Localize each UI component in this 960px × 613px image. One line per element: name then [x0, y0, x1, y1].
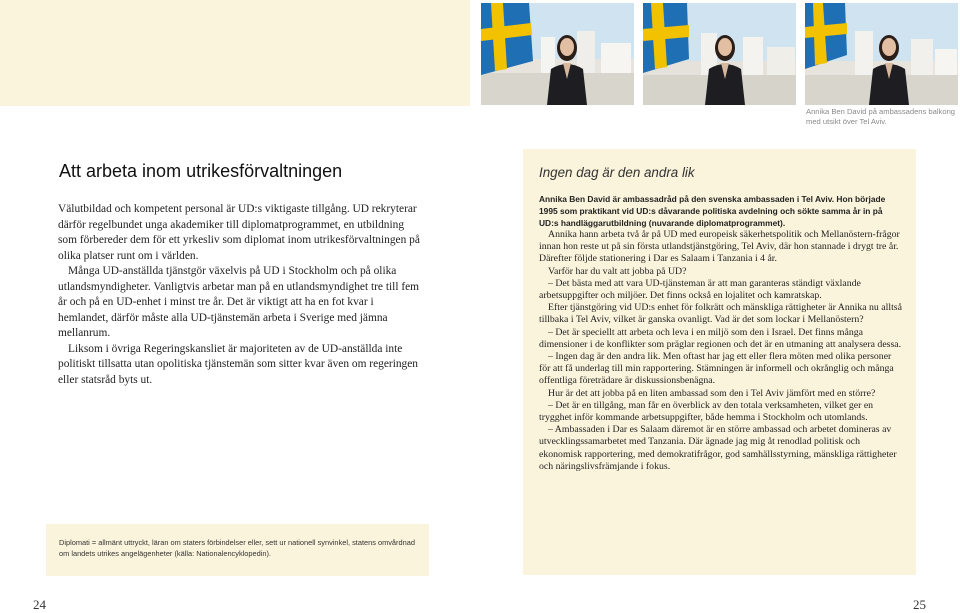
page-number-left: 24: [33, 597, 46, 612]
photo-caption: Annika Ben David på ambassadens balkong med utsikt över Tel Aviv.: [806, 107, 956, 126]
left-paragraph: Liksom i övriga Regeringskansliet är majoriteten av de UD-anställda inte politiskt tillsatta utan opolitiska tjänstemän som sitter kvar även om regeringen eller statsråd byts ut.: [58, 342, 418, 386]
sidebar-lead: Annika Ben David är ambassadråd på den svenska ambassaden i Tel Aviv. Hon började 1995 som praktikant vid UD:s dåvarande politiska avdelning och sökte samma år in på UD:s handläggarutbildning (nuvarande diplomatprogrammet).: [539, 194, 886, 228]
sidebar-title: Ingen dag är den andra lik: [539, 165, 695, 180]
sidebar-paragraph: – Det är speciellt att arbeta och leva i en miljö som den i Israel. Det finns många dimensioner i de konflikter som präglar regionen och det är en utmaning att analysera dessa.: [539, 326, 902, 350]
photo-3: [805, 3, 958, 105]
sidebar-paragraph: Annika hann arbeta två år på UD med europeisk säkerhetspolitik och Mellanöstern-frågor innan hon reste ut på sin första utlandstjänstgöring, Tel Aviv, där hon stannade i drygt tre år. Därefter följde stationering i Dar es Salaam i Tanzania i 4 år.: [539, 229, 900, 265]
sidebar-paragraph: – Ingen dag är den andra lik. Men oftast har jag ett eller flera möten med olika personer för att få underlag till min rapportering. Stämningen är informell och okrånglig och många offentliga företrädare är diskussionsbenägna.: [539, 351, 894, 387]
left-paragraph: Många UD-anställda tjänstgör växelvis på UD i Stockholm och på olika utlandsmyndigheter. Vanligtvis arbetar man på en utlandsmyndighet tre till fem år och på en UD-enhet i minst tre år. Det är viktigt att ha en fot kvar i hemlandet, därför måste alla UD-tjänstemän arbeta i Sverige med jämna mellanrum.: [58, 265, 420, 339]
footnote-text: Diplomati = allmänt uttryckt, läran om staters förbindelser eller, sett ur nationell synvinkel, statens omvårdnad om landets utrikes angelägenheter (källa: Nationalencyklopedin).: [59, 538, 415, 558]
sidebar-question: Hur är det att jobba på en liten ambassad som den i Tel Aviv jämfört med en större?: [548, 387, 876, 399]
sidebar-question: Varför har du valt att jobba på UD?: [548, 265, 687, 277]
photo-2: [643, 3, 796, 105]
sidebar-paragraph: – Ambassaden i Dar es Salaam däremot är en större ambassad och arbetet domineras av utvecklingssamarbetet med Tanzania. Där ägnade jag mig åt renodlad politisk och ekonomisk rapportering, med demokratifrågor, god samhällsstyrning, mänskliga rättigheter och näringslivsfrämjande i fokus.: [539, 424, 897, 472]
sidebar-question: Efter tjänstgöring vid UD:s enhet för folkrätt och mänskliga rättigheter är Annika nu alltså tillbaka i Tel Aviv, vilket är ganska ovanligt. Vad är det som lockar i Mellanöstern?: [539, 302, 902, 326]
left-paragraph: Välutbildad och kompetent personal är UD:s viktigaste tillgång. UD rekryterar därför regelbundet unga akademiker till diplomatprogrammet, en utbildning som förbereder dem för ett yrkesliv som diplomat inom utrikesförvaltningen på olika platser runt om i världen.: [58, 203, 420, 262]
sidebar-body-text: [539, 193, 903, 473]
page-number-right: 25: [913, 597, 926, 612]
left-body-text: [58, 202, 420, 388]
photo-1: [481, 3, 634, 105]
sidebar-paragraph: – Det bästa med att vara UD-tjänsteman är att man garanteras ständigt växlande arbetsuppgifter och miljöer. Det finns också en lojalitet och kamratskap.: [539, 277, 861, 302]
page-title: Att arbeta inom utrikesförvaltningen: [59, 161, 343, 181]
sidebar-paragraph: – Det är en tillgång, man får en överblick av den totala verksamheten, vilket ger en trygghet inför kommande arbetsuppgifter, både hemma i Stockholm och utomlands.: [539, 399, 874, 424]
top-cream-strip: [0, 0, 470, 106]
